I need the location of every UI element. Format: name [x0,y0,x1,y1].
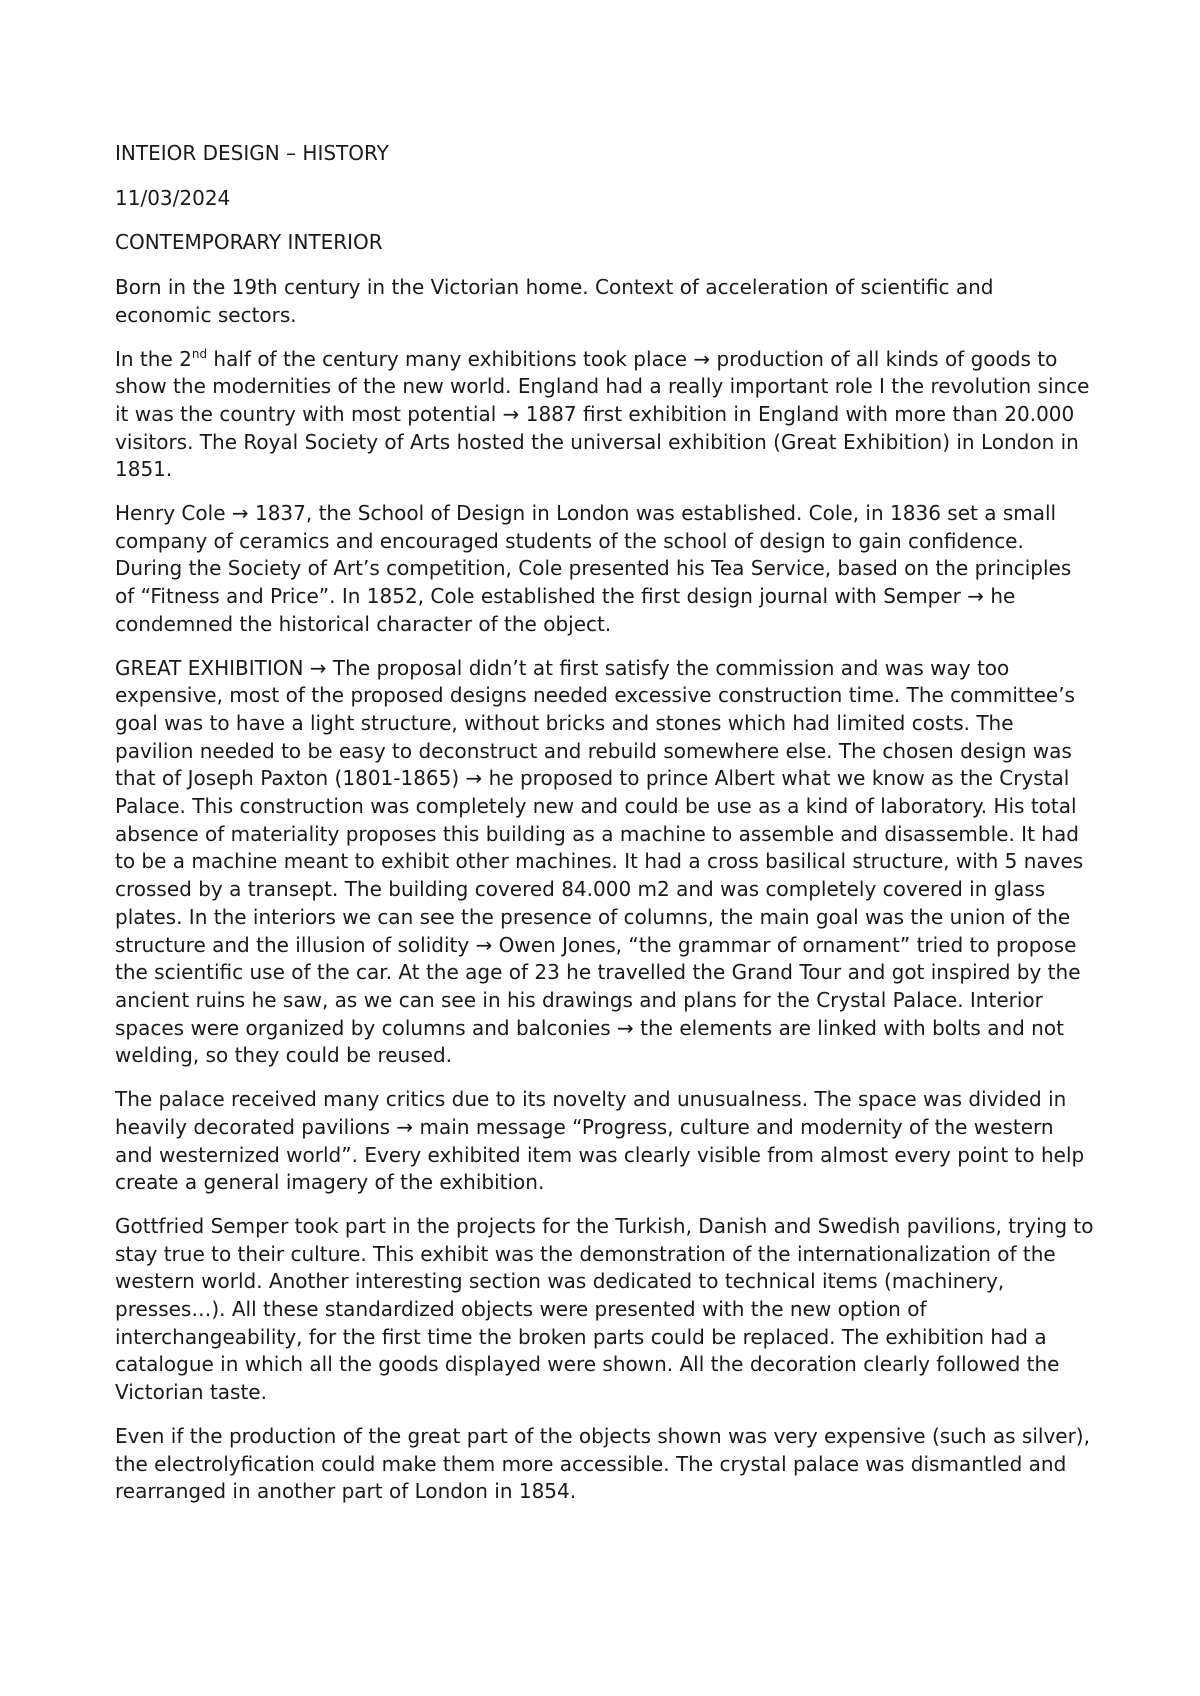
paragraph-exhibitions-start: In the 2 [115,346,192,371]
paragraph-semper: Gottfried Semper took part in the projects for the Turkish, Danish and Swedish pavilions, trying to stay true to their culture. This exhibit was the demonstration of the internationalization of the western world. Another interesting section was dedicated to technical items (machinery, presses…). All these standardized objects were presented with the new option of interchangeability, for the first time the broken parts could be replaced. The exhibition had a catalogue in which all the goods displayed were shown. All the decoration clearly followed the Victorian taste. [115,1213,1094,1405]
paragraph-production: Even if the production of the great part of the objects shown was very expensive (such as silver), the electrolyfication could make them more accessible. The crystal palace was dismantled and rearranged in another part of London in 1854. [115,1423,1090,1504]
paragraph-palace-critics: The palace received many critics due to its novelty and unusualness. The space was divided in heavily decorated pavilions → main message “Progress, culture and modernity of the western and westernized world”. Every exhibited item was clearly visible from almost every point to help create a general imagery of the exhibition. [115,1087,1085,1195]
paragraph-exhibitions [115,346,1095,485]
document-date: 11/03/2024 [115,185,231,210]
paragraph-great-exhibition: GREAT EXHIBITION → The proposal didn’t at first satisfy the commission and was way too expensive, most of the proposed designs needed excessive construction time. The committee’s goal was to have a light structure, without bricks and stones which had limited costs. The pavilion needed to be easy to deconstruct and rebuild somewhere else. The chosen design was that of Joseph Paxton (1801-1865) → he proposed to prince Albert what we know as the Crystal Palace. This construction was completely new and could be use as a kind of laboratory. His total absence of materiality proposes this building as a machine to assemble and disassemble. It had to be a machine meant to exhibit other machines. It had a cross basilical structure, with 5 naves crossed by a transept. The building covered 84.000 m2 and was completely covered in glass plates. In the interiors we can see the presence of columns, the main goal was the union of the structure and the illusion of solidity → Owen Jones, “the grammar of ornament” tried to propose the scientific use of the car. At the age of 23 he travelled the Grand Tour and got inspired by the ancient ruins he saw, as we can see in his drawings and plans for the Crystal Palace. Interior spaces were organized by columns and balconies → the elements are linked with bolts and not welding, so they could be reused. [115,655,1084,1068]
ordinal-superscript: nd [191,346,208,361]
document-page [115,140,1095,1522]
section-heading: CONTEMPORARY INTERIOR [115,230,383,255]
paragraph-exhibitions-rest: half of the century many exhibitions took place → production of all kinds of goods to show the modernities of the new world. England had a really important role I the revolution since it was the country with most potential → 1887 first exhibition in England with more than 20.000 visitors. The Royal Society of Arts hosted the universal exhibition (Great Exhibition) in London in 1851. [115,346,1090,482]
document-title: INTEIOR DESIGN – HISTORY [115,141,389,165]
paragraph-henry-cole: Henry Cole → 1837, the School of Design in London was established. Cole, in 1836 set a small company of ceramics and encouraged students of the school of design to gain confidence. During the Society of Art’s competition, Cole presented his Tea Service, based on the principles of “Fitness and Price”. In 1852, Cole established the first design journal with Semper → he condemned the historical character of the object. [115,501,1072,636]
paragraph-intro: Born in the 19th century in the Victorian home. Context of acceleration of scientific and economic sectors. [115,275,994,327]
